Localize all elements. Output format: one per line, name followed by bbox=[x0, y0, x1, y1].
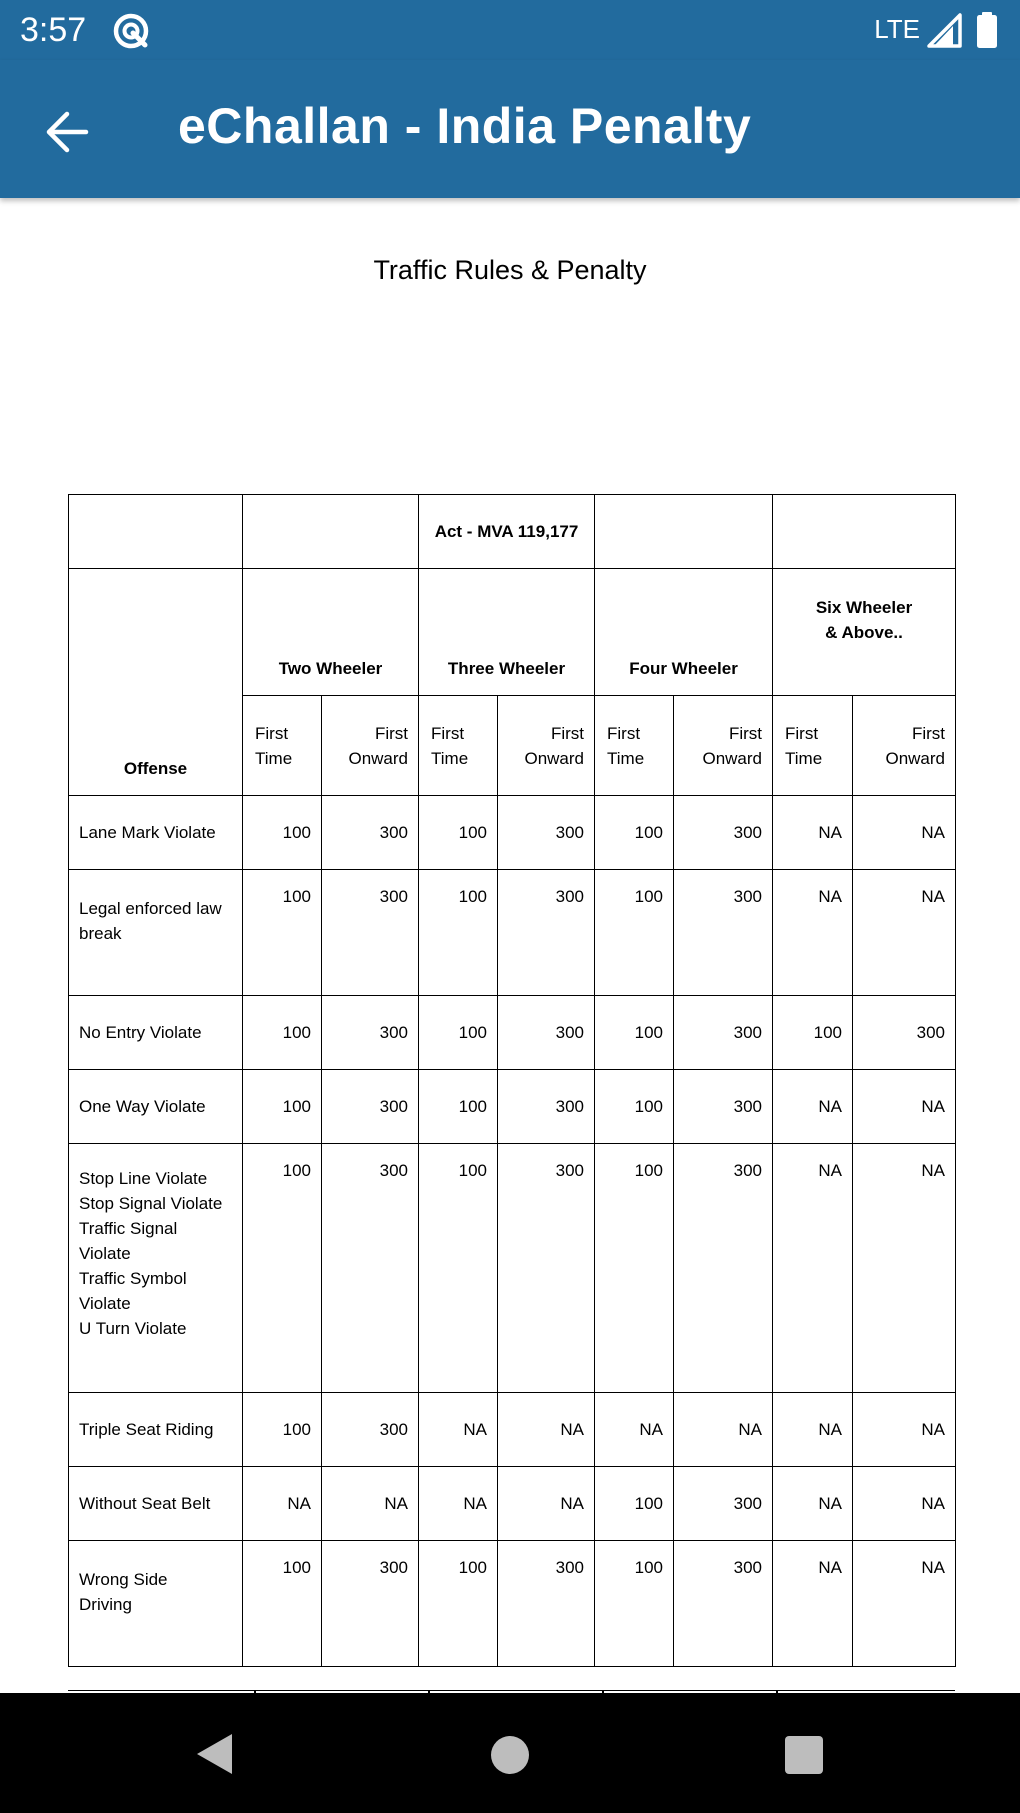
offense-text: Triple Seat Riding bbox=[79, 1420, 214, 1439]
header-blank-cell bbox=[243, 495, 419, 569]
offense-header: Offense bbox=[69, 569, 243, 796]
penalty-value-cell: 300 bbox=[498, 996, 595, 1070]
penalty-value-cell: 100 bbox=[243, 796, 322, 870]
sub-header-first-time bbox=[595, 696, 674, 796]
penalty-value-cell: NA bbox=[322, 1467, 419, 1541]
penalty-value-cell: 300 bbox=[322, 870, 419, 996]
penalty-value-cell: 300 bbox=[498, 796, 595, 870]
sub-header-first-onward bbox=[498, 696, 595, 796]
sub-header-first-time bbox=[243, 696, 322, 796]
penalty-value-cell: NA bbox=[853, 1541, 956, 1667]
penalty-value-cell: 100 bbox=[243, 1393, 322, 1467]
offense-text: Lane Mark Violate bbox=[79, 823, 216, 842]
penalty-value-cell: NA bbox=[853, 1467, 956, 1541]
offense-text: One Way Violate bbox=[79, 1097, 206, 1116]
vehicle-group-three-wheeler: Three Wheeler bbox=[419, 569, 595, 696]
offense-text: Stop Line Violate bbox=[79, 1169, 208, 1188]
vehicle-group-two-wheeler: Two Wheeler bbox=[243, 569, 419, 696]
penalty-value-cell: NA bbox=[674, 1393, 773, 1467]
table-row bbox=[69, 1393, 956, 1467]
penalty-value-cell: 300 bbox=[674, 1541, 773, 1667]
sub-header-text: Onward bbox=[885, 748, 945, 768]
penalty-value-cell: 100 bbox=[595, 1541, 674, 1667]
penalty-value-cell: NA bbox=[773, 870, 853, 996]
penalty-value-cell: NA bbox=[773, 1393, 853, 1467]
offense-text: Wrong Side bbox=[79, 1570, 168, 1589]
sub-header-text: Time bbox=[255, 748, 293, 768]
penalty-value-cell: 300 bbox=[674, 996, 773, 1070]
sub-header-first-onward bbox=[853, 696, 956, 796]
penalty-value-cell: NA bbox=[853, 1393, 956, 1467]
penalty-value-cell: 100 bbox=[243, 1541, 322, 1667]
penalty-value-cell: 100 bbox=[595, 796, 674, 870]
penalty-value-cell: 300 bbox=[853, 996, 956, 1070]
penalty-value-cell: 300 bbox=[498, 870, 595, 996]
penalty-value-cell: 300 bbox=[322, 996, 419, 1070]
offense-text: No Entry Violate bbox=[79, 1023, 202, 1042]
vehicle-group-row bbox=[69, 569, 956, 696]
penalty-value-cell: 300 bbox=[674, 870, 773, 996]
sub-header-text: Onward bbox=[524, 748, 584, 768]
penalty-table bbox=[68, 494, 956, 1667]
penalty-value-cell: 100 bbox=[773, 996, 853, 1070]
penalty-value-cell: 300 bbox=[674, 1070, 773, 1144]
penalty-value-cell: 300 bbox=[322, 1393, 419, 1467]
penalty-value-cell: 300 bbox=[498, 1070, 595, 1144]
penalty-value-cell: NA bbox=[419, 1393, 498, 1467]
penalty-value-cell: 100 bbox=[595, 870, 674, 996]
penalty-value-cell: NA bbox=[773, 1144, 853, 1393]
table-row bbox=[69, 1467, 956, 1541]
penalty-value-cell: 100 bbox=[243, 996, 322, 1070]
penalty-value-cell: NA bbox=[773, 1467, 853, 1541]
header-blank-cell bbox=[773, 495, 956, 569]
penalty-value-cell: 100 bbox=[419, 796, 498, 870]
table-row bbox=[69, 1541, 956, 1667]
vehicle-group-six-wheeler-label: Six Wheeler & Above.. bbox=[815, 598, 913, 642]
sub-header-text: First bbox=[431, 723, 465, 743]
offense-cell bbox=[69, 1541, 243, 1667]
vehicle-group-four-wheeler: Four Wheeler bbox=[595, 569, 773, 696]
status-bar bbox=[0, 0, 1020, 60]
act-label: Act - MVA 119,177 bbox=[419, 495, 595, 569]
status-time: 3:57 bbox=[20, 11, 87, 49]
penalty-value-cell: NA bbox=[419, 1467, 498, 1541]
back-arrow-icon[interactable] bbox=[40, 104, 96, 160]
penalty-value-cell: 100 bbox=[419, 1144, 498, 1393]
sub-header-text: Time bbox=[785, 748, 823, 768]
penalty-value-cell: NA bbox=[243, 1467, 322, 1541]
network-type: LTE bbox=[874, 14, 920, 44]
offense-text: Traffic Symbol bbox=[79, 1269, 187, 1288]
offense-text: Stop Signal Violate bbox=[79, 1194, 223, 1213]
nav-back-icon[interactable] bbox=[194, 1732, 234, 1776]
penalty-value-cell: 300 bbox=[322, 1144, 419, 1393]
table-row bbox=[69, 996, 956, 1070]
offense-text: Traffic Signal bbox=[79, 1219, 178, 1238]
penalty-value-cell: 300 bbox=[322, 1541, 419, 1667]
offense-text: Violate bbox=[79, 1294, 131, 1313]
battery-icon bbox=[976, 12, 998, 48]
penalty-value-cell: 100 bbox=[243, 1144, 322, 1393]
table-row bbox=[69, 870, 956, 996]
penalty-value-cell: NA bbox=[773, 1070, 853, 1144]
app-notification-icon bbox=[112, 12, 150, 50]
sub-header-text: First bbox=[607, 723, 641, 743]
table-row bbox=[69, 1144, 956, 1393]
penalty-value-cell: 100 bbox=[419, 996, 498, 1070]
penalty-value-cell: 100 bbox=[595, 1070, 674, 1144]
penalty-value-cell: NA bbox=[853, 796, 956, 870]
table-row bbox=[69, 1070, 956, 1144]
document-heading: Traffic Rules & Penalty bbox=[373, 255, 647, 285]
penalty-value-cell: NA bbox=[773, 796, 853, 870]
sub-header-first-onward bbox=[674, 696, 773, 796]
penalty-value-cell: 300 bbox=[498, 1144, 595, 1393]
table-row bbox=[69, 796, 956, 870]
nav-recents-icon[interactable] bbox=[785, 1736, 823, 1774]
penalty-value-cell: 100 bbox=[595, 1144, 674, 1393]
penalty-value-cell: 300 bbox=[674, 1467, 773, 1541]
offense-text: break bbox=[79, 924, 122, 943]
penalty-value-cell: 100 bbox=[419, 1541, 498, 1667]
penalty-value-cell: 100 bbox=[419, 870, 498, 996]
offense-text: Without Seat Belt bbox=[79, 1494, 211, 1513]
penalty-value-cell: NA bbox=[853, 870, 956, 996]
offense-cell bbox=[69, 1393, 243, 1467]
vehicle-group-six-wheeler bbox=[773, 569, 956, 696]
penalty-value-cell: 100 bbox=[595, 996, 674, 1070]
penalty-value-cell: 100 bbox=[419, 1070, 498, 1144]
offense-cell bbox=[69, 1144, 243, 1393]
penalty-value-cell: NA bbox=[498, 1467, 595, 1541]
offense-text: U Turn Violate bbox=[79, 1319, 187, 1338]
sub-header-text: First bbox=[785, 723, 819, 743]
sub-header-text: First bbox=[255, 723, 289, 743]
sub-header-text: Time bbox=[607, 748, 645, 768]
nav-home-icon[interactable] bbox=[491, 1736, 529, 1774]
offense-cell bbox=[69, 996, 243, 1070]
sub-header-text: First bbox=[728, 723, 762, 743]
sub-header-text: First bbox=[550, 723, 584, 743]
offense-text: Violate bbox=[79, 1244, 131, 1263]
penalty-value-cell: 300 bbox=[674, 1144, 773, 1393]
penalty-value-cell: 100 bbox=[595, 1467, 674, 1541]
header-blank-cell bbox=[69, 495, 243, 569]
sub-header-first-onward bbox=[322, 696, 419, 796]
offense-text: Legal enforced law bbox=[79, 899, 222, 918]
header-blank-cell bbox=[595, 495, 773, 569]
sub-header-text: First bbox=[911, 723, 945, 743]
penalty-value-cell: 300 bbox=[322, 1070, 419, 1144]
penalty-value-cell: NA bbox=[498, 1393, 595, 1467]
sub-header-first-time bbox=[773, 696, 853, 796]
offense-cell bbox=[69, 870, 243, 996]
offense-cell bbox=[69, 1070, 243, 1144]
penalty-value-cell: NA bbox=[773, 1541, 853, 1667]
sub-header-text: Time bbox=[431, 748, 469, 768]
penalty-value-cell: 100 bbox=[243, 870, 322, 996]
penalty-value-cell: 300 bbox=[498, 1541, 595, 1667]
app-title: eChallan - India Penalty bbox=[178, 98, 752, 154]
sub-header-text: Onward bbox=[702, 748, 762, 768]
offense-cell bbox=[69, 796, 243, 870]
penalty-value-cell: 300 bbox=[674, 796, 773, 870]
penalty-value-cell: NA bbox=[853, 1070, 956, 1144]
app-bar bbox=[0, 60, 1020, 198]
penalty-value-cell: NA bbox=[595, 1393, 674, 1467]
sub-header-first-time bbox=[419, 696, 498, 796]
signal-icon bbox=[926, 12, 962, 48]
act-header-row bbox=[69, 495, 956, 569]
penalty-value-cell: 300 bbox=[322, 796, 419, 870]
offense-text: Driving bbox=[79, 1595, 132, 1614]
sub-header-text: First bbox=[374, 723, 408, 743]
sub-header-text: Onward bbox=[348, 748, 408, 768]
offense-cell bbox=[69, 1467, 243, 1541]
penalty-value-cell: 100 bbox=[243, 1070, 322, 1144]
penalty-value-cell: NA bbox=[853, 1144, 956, 1393]
